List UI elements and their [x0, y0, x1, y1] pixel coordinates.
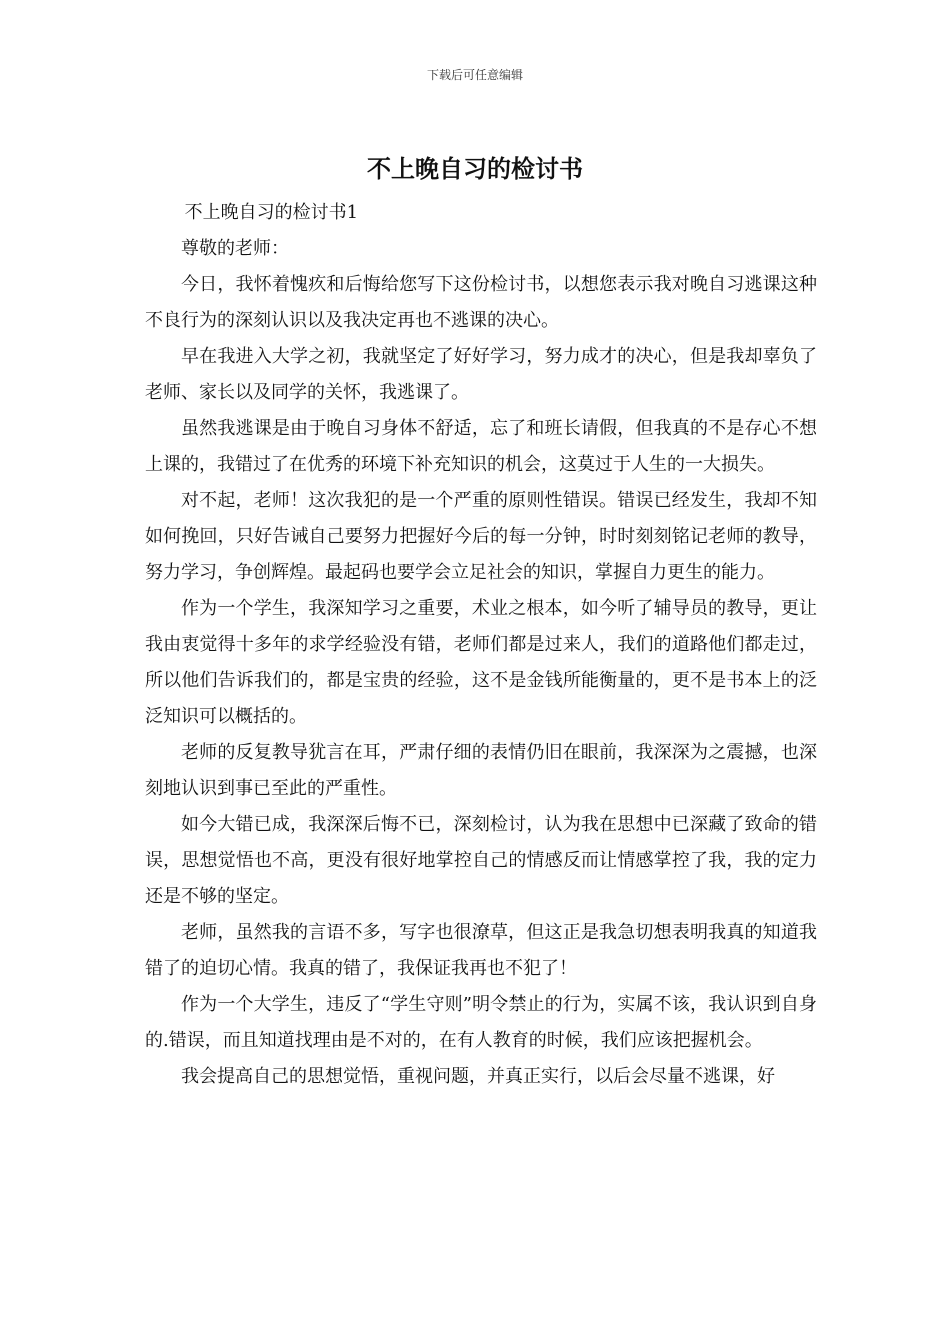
paragraph-3: 虽然我逃课是由于晚自习身体不舒适，忘了和班长请假，但我真的不是存心不想上课的，我错过了在优秀的环境下补充知识的机会，这莫过于人生的一大损失。 — [145, 418, 817, 475]
paragraph-9: 作为一个大学生，违反了“学生守则”明令禁止的行为，实属不该，我认识到自身的.错误，而且知道找理由是不对的，在有人教育的时候，我们应该把握机会。 — [145, 994, 817, 1051]
paragraph-8: 老师，虽然我的言语不多，写字也很潦草，但这正是我急切想表明我真的知道我错了的迫切心情。我真的错了，我保证我再也不犯了！ — [145, 922, 817, 979]
paragraph-2: 早在我进入大学之初，我就坚定了好好学习，努力成才的决心，但是我却辜负了老师、家长以及同学的关怀，我逃课了。 — [145, 346, 817, 403]
paragraph-10: 我会提高自己的思想觉悟，重视问题，并真正实行，以后会尽量不逃课，好 — [181, 1066, 775, 1087]
paragraph-4: 对不起，老师！这次我犯的是一个严重的原则性错误。错误已经发生，我却不知如何挽回，只好告诫自己要努力把握好今后的每一分钟，时时刻刻铭记老师的教导，努力学习，争创辉煌。最起码也要学会立足社会的知识，掌握自力更生的能力。 — [145, 490, 817, 583]
paragraph-6: 老师的反复教导犹言在耳，严肃仔细的表情仍旧在眼前，我深深为之震撼，也深刻地认识到事已至此的严重性。 — [145, 742, 817, 799]
paragraph-5: 作为一个学生，我深知学习之重要，术业之根本，如今听了辅导员的教导，更让我由衷觉得十多年的求学经验没有错，老师们都是过来人，我们的道路他们都走过，所以他们告诉我们的，都是宝贵的经验，这不是金钱所能衡量的，更不是书本上的泛泛知识可以概括的。 — [145, 598, 817, 727]
section-subtitle: 不上晚自习的检讨书1 — [184, 202, 359, 223]
paragraph-1: 今日，我怀着愧疚和后悔给您写下这份检讨书，以想您表示我对晚自习逃课这种不良行为的深刻认识以及我决定再也不逃课的决心。 — [145, 274, 817, 331]
salutation: 尊敬的老师： — [181, 238, 289, 259]
paragraph-7: 如今大错已成，我深深后悔不已，深刻检讨，认为我在思想中已深藏了致命的错误，思想觉悟也不高，更没有很好地掌控自己的情感反而让情感掌控了我，我的定力还是不够的坚定。 — [145, 814, 817, 907]
document-body — [145, 195, 817, 1095]
document-title: 不上晚自习的检讨书 — [367, 154, 583, 183]
header-note: 下载后可任意编辑 — [426, 68, 523, 82]
